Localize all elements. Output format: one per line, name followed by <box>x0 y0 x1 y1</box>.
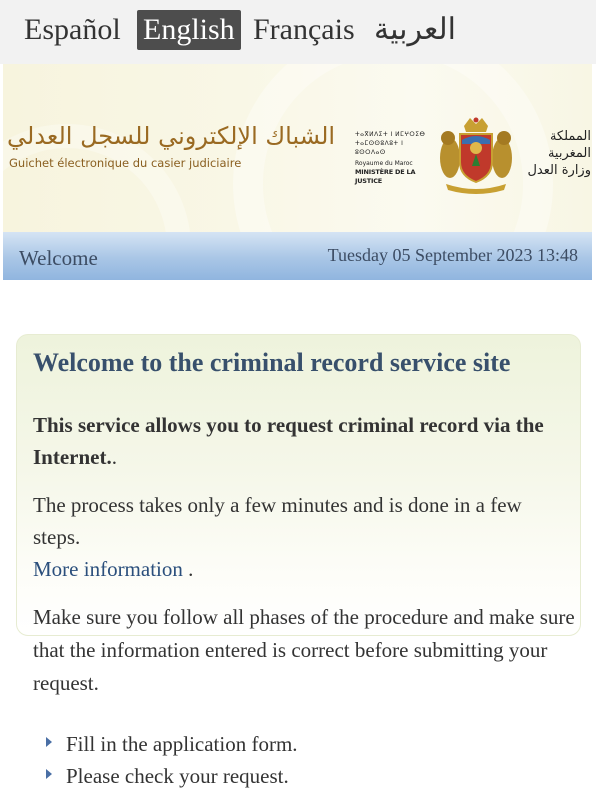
lang-arabic-link[interactable]: العربية <box>374 13 456 46</box>
kingdom-line2: وزارة العدل <box>527 163 591 178</box>
coat-of-arms-icon <box>438 114 514 196</box>
bullet-arrow-icon <box>46 737 52 747</box>
kingdom-line1: المملكة المغربية <box>547 129 591 161</box>
ministry-royaume: Royaume du Maroc <box>355 160 413 167</box>
more-info-line <box>33 553 193 585</box>
service-intro-text: This service allows you to request criminal record via the Internet. <box>33 413 544 469</box>
list-item <box>44 760 298 792</box>
ministry-logo <box>355 130 429 186</box>
site-title-arabic: الشباك الإلكتروني للسجل العدلي <box>7 122 336 150</box>
procedure-notice: Make sure you follow all phases of the procedure and make sure that the information entered is correct before submitting your request. <box>33 605 575 695</box>
list-item <box>44 728 298 760</box>
service-intro <box>33 409 573 473</box>
header-banner <box>3 64 592 232</box>
welcome-panel <box>16 334 581 636</box>
step-text: Please check your request. <box>66 764 289 788</box>
process-description: The process takes only a few minutes and is done in a few steps. <box>33 493 522 549</box>
ministry-tifinagh-line1: ⵜⴰⴳⵍⴷⵉⵜ ⵏ ⵍⵎⵖⵔⵉⴱ <box>355 131 426 138</box>
ministry-tifinagh-line2: ⵜⴰⵎⵙⵙⵓⴷⵓⵜ ⵏ ⵓⵙⵔⴷⴰⵙ <box>355 140 404 156</box>
ministry-name: MINISTÈRE DE LA JUSTICE <box>355 168 416 185</box>
step-text: Fill in the application form. <box>66 732 298 756</box>
language-bar <box>0 0 596 64</box>
lang-francais-link[interactable]: Français <box>253 13 355 46</box>
lang-english-link[interactable]: English <box>137 10 241 50</box>
service-intro-tail: . <box>111 445 117 469</box>
kingdom-label <box>521 128 591 179</box>
current-datetime: Tuesday 05 September 2023 13:48 <box>327 245 578 265</box>
more-information-link[interactable]: More information <box>33 557 183 581</box>
welcome-label: Welcome <box>19 246 98 270</box>
lang-espanol-link[interactable]: Español <box>24 13 121 46</box>
bullet-arrow-icon <box>46 769 52 779</box>
more-info-tail: . <box>182 557 194 581</box>
steps-list <box>44 728 298 792</box>
welcome-bar <box>3 232 592 280</box>
page-title: Welcome to the criminal record service site <box>33 348 511 377</box>
site-title-french: Guichet électronique du casier judiciaire <box>9 156 242 170</box>
